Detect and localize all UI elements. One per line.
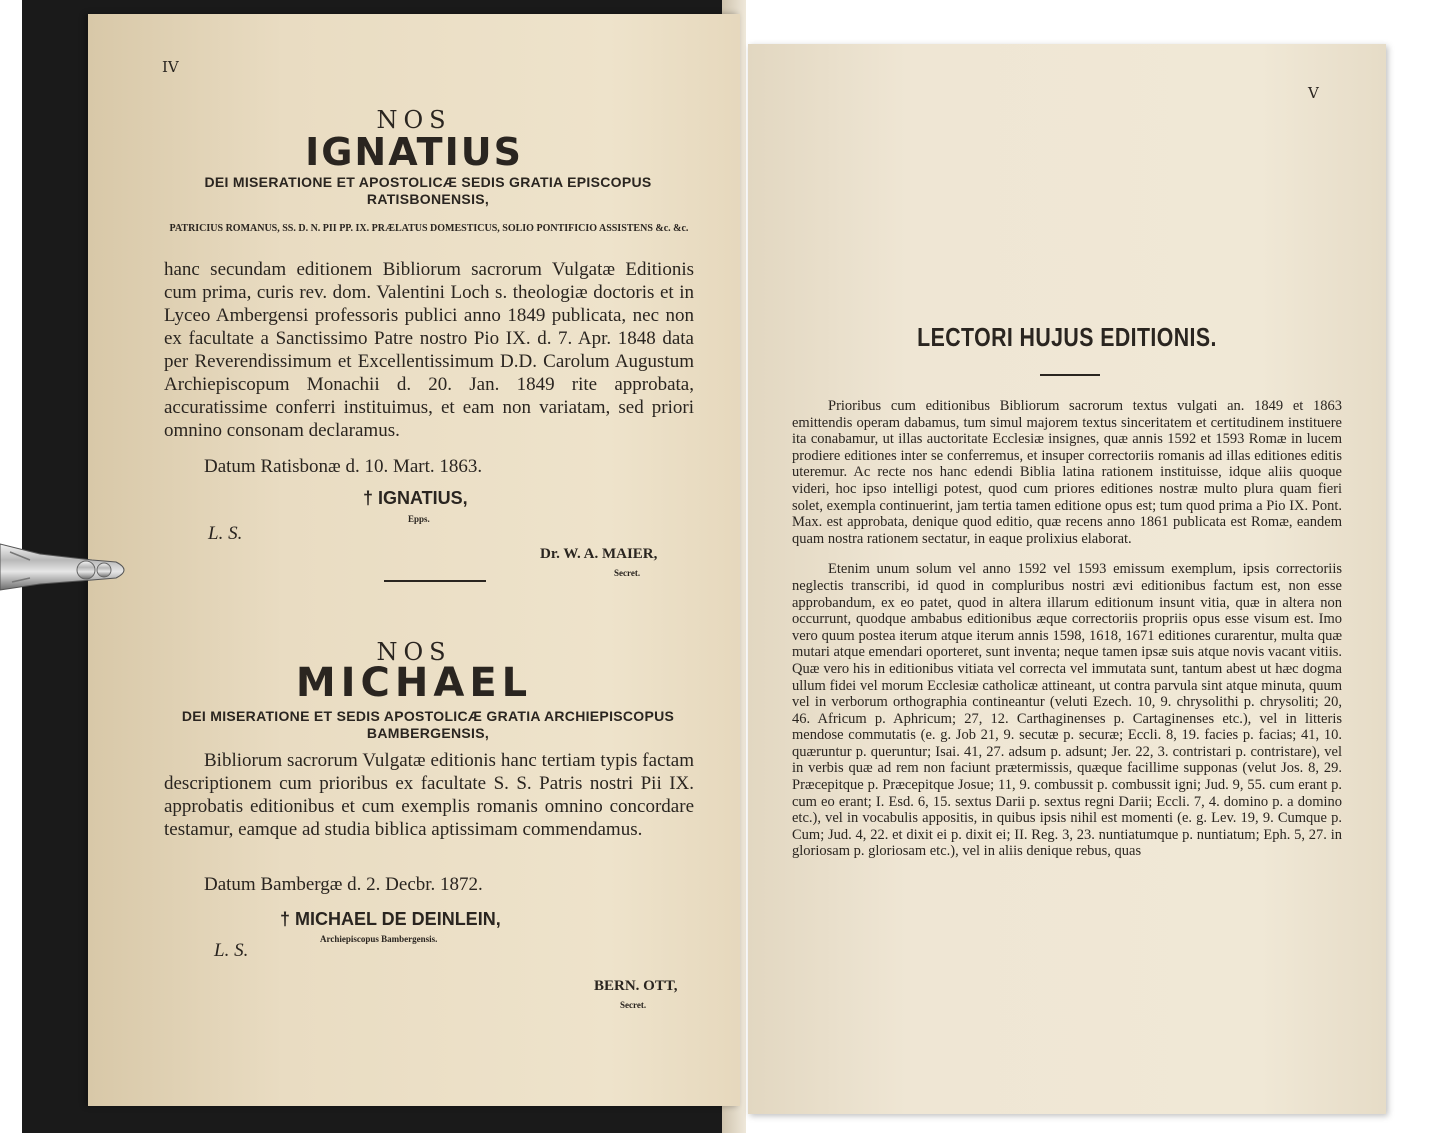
preface-text bbox=[792, 398, 1342, 860]
signature-role: Epps. bbox=[408, 514, 430, 524]
secretary-name: BERN. OTT, bbox=[594, 978, 678, 994]
dated-line-1: Datum Ratisbonæ d. 10. Mart. 1863. bbox=[204, 456, 483, 477]
secretary-name: Dr. W. A. MAIER, bbox=[540, 546, 658, 562]
bishop-title-line: DEI MISERATIONE ET APOSTOLICÆ SEDIS GRATIA EPISCOPUS bbox=[204, 174, 652, 190]
secretary-role: Secret. bbox=[614, 568, 641, 578]
preface-paragraph-1: Prioribus cum editionibus Bibliorum sacrorum textus vulgati an. 1849 et 1863 emittendis operam dabamus, tum simul majorem textus sinceritatem et certitudinem instituere ita conabamur, ut illas auctoritate Ecclesiæ insignes, quæ annis 1592 et 1593 Romæ in lucem prodiere editiones inter se conferremus, et insuper correctoriis romanis ad illas editiones editis uteremur. Ac recte nos hanc edendi Biblia latina rationem instituisse, idque aliis quoque videri, hoc ipso intelligi potest, quod cum priores editiones nostræ multo plura quam fieri solet, exempla continuerint, jam tertia tamen editione opus est; tum quod prima a Pio IX. Pont. Max. est approbata, denique quod editio, quæ recens anno 1861 publicata est Romæ, eandem quam nostra rationem sectatur, in eaque prolixius elaborat. bbox=[792, 398, 1342, 547]
page-number-left: IV bbox=[162, 58, 179, 76]
bishop-subtitle: PATRICIUS ROMANUS, SS. D. N. PII PP. IX. PRÆLATUS DOMESTICUS, SOLIO PONTIFICIO ASSISTENS &c. &c. bbox=[169, 223, 689, 234]
approbation-paragraph: Bibliorum sacrorum Vulgatæ editionis hanc tertiam typis factam descriptionem cum prioribus ex facultate S. S. Patris nostri Pii IX. approbatis editionibus et cum exemplis romanis omnino concordare testamur, eamque ad studia biblica aptissimam commendamus. bbox=[164, 750, 694, 840]
section-divider bbox=[384, 580, 486, 582]
preface-paragraph-2: Etenim unum solum vel anno 1592 vel 1593 emissum exemplum, ipsis correctoriis neglectis transcribi, id quod in compluribus nostri ævi editionibus factum est, non esse approbandum, ex eo patet, quod in altera illarum editionum insunt vitia, quæ in altera non occurrunt, quodque ambabus editionibus æque correctoriis propriis opus esse visum est. Imo vero quum postea iterum atque iterum annis 1598, 1618, 1671 editiones curarentur, multa quæ mutari atque emendari oporteret, sunt inventa; neque tamen ipsæ suis atque novis vacant vitiis. Quæ vero his in editionibus vitiata vel correcta vel immutata sunt, tantum abest ut hæc dogma ullum fidei vel morum Ecclesiæ catholicæ attineant, ut contra parvula sint atque minuta, quum vel in verborum orthographia contineantur (veluti Ezech. 10, 9. chrysolithi p. chrysoliti; 20, 46. Africum p. Aphricum; 27, 12. Carthaginenses p. Cartaginenses etc.), vel in litteris mendose commutatis (e. g. Job 21, 9. secutæ p. securæ; Eccli. 8, 19. facies p. facias; 41, 10. quæruntur p. queruntur; Isai. 41, 27. adsum p. adsunt; Jer. 22, 3. contristari p. contristare), vel in verbis quæ ad rem non faciunt prætermissis, quæque facillime supponas (velut Jos. 8, 29. Præcepitque p. Præcepitque Josue; 11, 9. combussit p. combussit igni; Jud. 9, 55. cum erant p. cum eo erant; I. Esd. 6, 15. sextus Darii p. sextus regni Darii; Eccli. 7, 4. domino p. a domino etc.), vel in vocabulis appositis, in quibus ipsis nihil est momenti (e. g. Lev. 19, 9. Cumque p. Cum; Jud. 4, 22. et dixit ei p. dixit ei; II. Reg. 3, 23. nuntiatumque p. nuntiatum; Eph. 5, 27. in gloriosam p. gloriosam etc.), vel in aliis denique rebus, quas bbox=[792, 561, 1342, 860]
dated-line-2: Datum Bambergæ d. 2. Decbr. 1872. bbox=[204, 874, 483, 895]
page-number-right: V bbox=[1308, 84, 1319, 102]
locus-sigilli: L. S. bbox=[208, 523, 243, 544]
book-clasp-icon bbox=[0, 538, 132, 594]
signature-role: Archiepiscopus Bambergensis. bbox=[320, 934, 438, 944]
archbishop-title bbox=[148, 708, 708, 742]
preface-heading: LECTORI HUJUS EDITIONIS. bbox=[917, 322, 1217, 352]
locus-sigilli: L. S. bbox=[214, 940, 249, 961]
signature-ignatius: † IGNATIUS, bbox=[363, 488, 468, 508]
nos-heading: NOS bbox=[376, 106, 452, 134]
nos-heading: NOS bbox=[376, 638, 452, 666]
heading-divider bbox=[1040, 374, 1100, 376]
right-page bbox=[748, 44, 1386, 1114]
approbation-paragraph: hanc secundam editionem Bibliorum sacrorum Vulgatæ Editionis cum prima, curis rev. dom. Valentini Loch s. theologiæ doctoris et in Lyceo Ambergensi professoris publici anno 1849 publicata, nec non ex facultate a Sanctissimo Patre nostro Pio IX. d. 7. Apr. 1848 data per Reverendissimum et Excellentissimum D.D. Carolum Augustum Archiepiscopum Monachii d. 20. Jan. 1849 rite approbata, accuratissime conferri instituimus, et eam non variatam, sed priori omnino consonam declaramus. bbox=[164, 259, 694, 441]
archbishop-title-line: BAMBERGENSIS, bbox=[366, 725, 490, 741]
bishop-title-line: RATISBONENSIS, bbox=[366, 191, 490, 207]
left-page bbox=[88, 14, 740, 1106]
bishop-name: IGNATIUS bbox=[305, 130, 523, 174]
archbishop-title-line: DEI MISERATIONE ET SEDIS APOSTOLICÆ GRATIA ARCHIEPISCOPUS bbox=[181, 708, 675, 724]
approbation-text-2 bbox=[164, 749, 694, 841]
approbation-text-1 bbox=[164, 258, 694, 442]
signature-michael: † MICHAEL DE DEINLEIN, bbox=[280, 909, 501, 929]
archbishop-name: MICHAEL bbox=[295, 660, 533, 706]
bishop-title bbox=[148, 174, 708, 208]
secretary-role: Secret. bbox=[620, 1000, 647, 1010]
